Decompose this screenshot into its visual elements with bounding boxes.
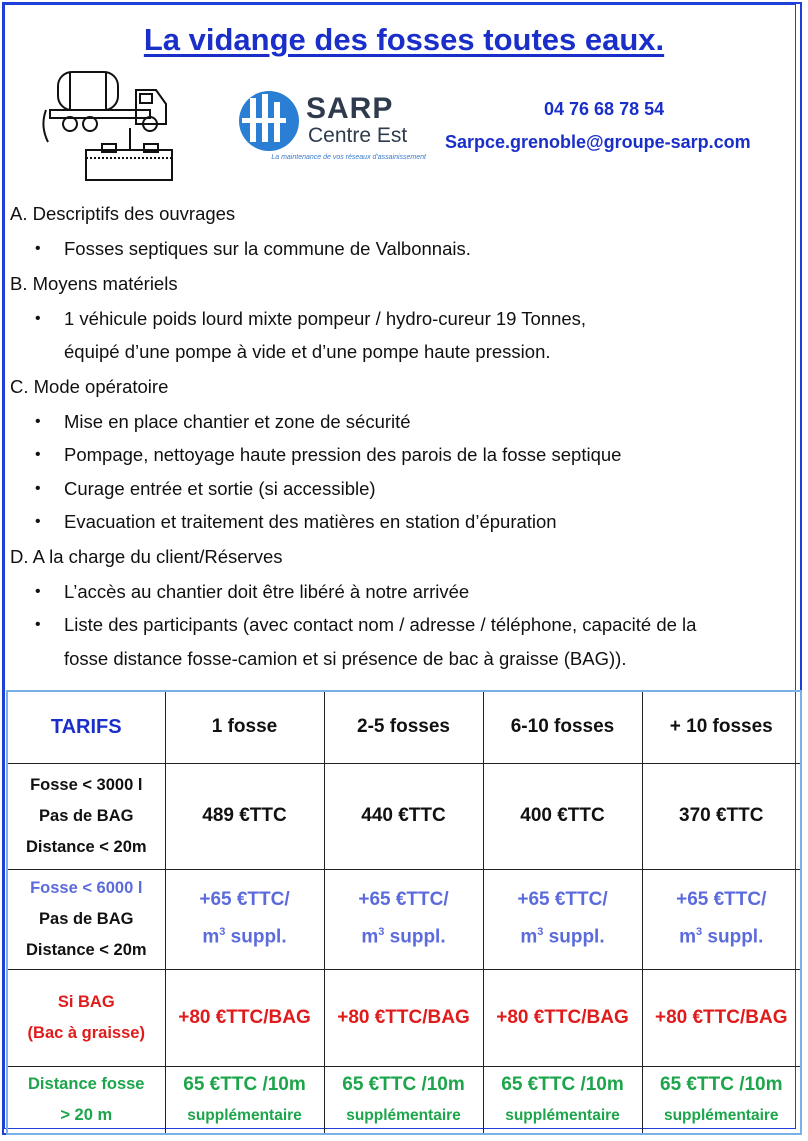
bullet-icon: • (35, 240, 41, 257)
table-row (7, 763, 801, 869)
bullet-icon: • (35, 513, 41, 530)
price-cell: +65 €TTC/ $m^3$ suppl. (483, 869, 642, 969)
section-heading: A. Descriptifs des ouvrages (10, 203, 236, 224)
price-cell: 400 €TTC (483, 763, 642, 869)
row-label: Fosse < 3000 l Pas de BAG Distance < 20m (7, 763, 165, 869)
price-cell: +65 €TTC/ $m^3$ suppl. (324, 869, 483, 969)
tarifs-table (6, 690, 802, 1135)
list-item: • Liste des participants (avec contact nom / adresse / téléphone, capacité de la (10, 608, 800, 642)
list-item-continuation: équipé d’une pompe à vide et d’une pompe haute pression. (64, 341, 551, 362)
price-cell: 440 €TTC (324, 763, 483, 869)
list-item-continuation: fosse distance fosse-camion et si présence de bac à graisse (BAG)). (64, 647, 627, 669)
logo-tagline: La maintenance de vos réseaux d'assainissement (271, 154, 426, 161)
logo-subtitle: Centre Est (308, 124, 408, 147)
page-title: La vidange des fosses toutes eaux. (143, 22, 665, 57)
section-heading: C. Mode opératoire (10, 375, 169, 397)
bullet-icon: • (35, 479, 41, 497)
row-label: Si BAG (Bac à graisse) (7, 969, 165, 1066)
price-cell: 370 €TTC (642, 763, 801, 869)
price-cell: 65 €TTC /10m supplémentaire (324, 1066, 483, 1134)
price-cell: +80 €TTC/BAG (324, 969, 483, 1066)
list-item: • Mise en place chantier et zone de sécurité (10, 405, 800, 439)
section-heading: D. A la charge du client/Réserves (10, 545, 283, 567)
column-header: 2-5 fosses (324, 691, 483, 763)
list-item: • L’accès au chantier doit être libéré à notre arrivée (10, 575, 800, 609)
table-row (7, 969, 801, 1066)
price-cell: 65 €TTC /10m supplémentaire (483, 1066, 642, 1134)
column-header: 6-10 fosses (483, 691, 642, 763)
row-label: Fosse < 6000 l Pas de BAG Distance < 20m (7, 869, 165, 969)
table-header-row (7, 691, 801, 763)
price-cell: 65 €TTC /10m supplémentaire (165, 1066, 324, 1134)
bullet-icon: • (35, 446, 41, 463)
price-cell: 489 €TTC (165, 763, 324, 869)
bullet-icon: • (35, 309, 41, 327)
column-header: 1 fosse (165, 691, 324, 763)
tarifs-header: TARIFS (7, 691, 165, 763)
contact-phone[interactable]: 04 76 68 78 54 (544, 99, 665, 119)
logo-name: SARP (306, 92, 394, 125)
bullet-icon: • (35, 582, 41, 600)
list-item: • Curage entrée et sortie (si accessible) (10, 472, 800, 506)
table-row (7, 1066, 801, 1134)
description-content (10, 196, 800, 675)
price-cell: 65 €TTC /10m supplémentaire (642, 1066, 801, 1134)
bullet-icon: • (35, 616, 41, 633)
list-item: • Evacuation et traitement des matières en station d’épuration (10, 505, 800, 539)
sarp-logo (236, 86, 426, 166)
price-cell: +80 €TTC/BAG (642, 969, 801, 1066)
column-header: + 10 fosses (642, 691, 801, 763)
vacuum-truck-icon (40, 66, 186, 186)
contact-email[interactable]: Sarpce.grenoble@groupe-sarp.com (445, 132, 751, 152)
list-item: • 1 véhicule poids lourd mixte pompeur / hydro-cureur 19 Tonnes, (10, 302, 800, 336)
price-cell: +65 €TTC/ $m^3$ suppl. (642, 869, 801, 969)
price-cell: +80 €TTC/BAG (165, 969, 324, 1066)
table-row (7, 869, 801, 969)
sarp-logo-icon (236, 88, 302, 154)
row-label: Distance fosse > 20 m (7, 1066, 165, 1134)
section-heading: B. Moyens matériels (10, 272, 178, 294)
list-item: • Fosses septiques sur la commune de Valbonnais. (10, 232, 800, 266)
price-cell: +65 €TTC/ $m^3$ suppl. (165, 869, 324, 969)
bullet-icon: • (35, 412, 41, 430)
list-item: • Pompage, nettoyage haute pression des parois de la fosse septique (10, 438, 800, 472)
price-cell: +80 €TTC/BAG (483, 969, 642, 1066)
